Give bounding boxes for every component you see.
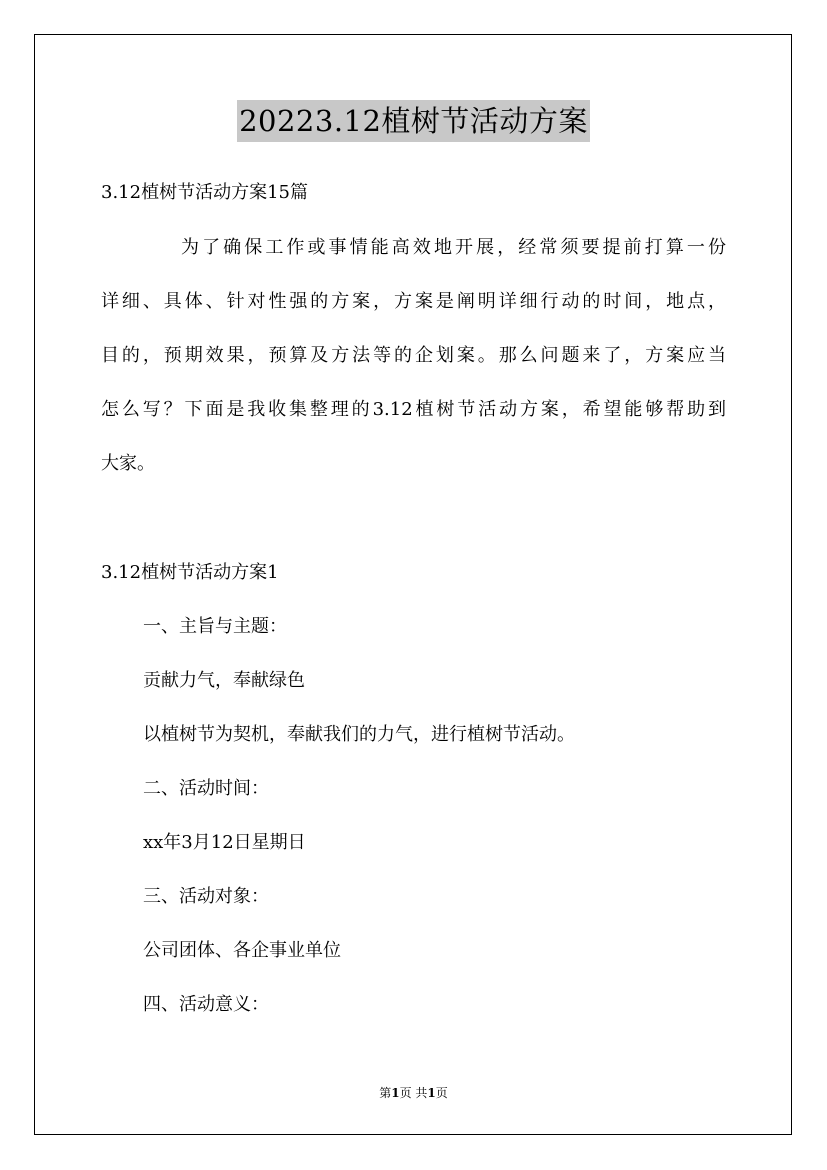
intro-line: 大家。 [101, 453, 155, 474]
page-footer [0, 1085, 827, 1101]
footer-page-prefix: 第 [379, 1086, 392, 1100]
footer-page-suffix: 页 [435, 1086, 448, 1100]
list-item: 以植树节为契机，奉献我们的力气，进行植树节活动。 [143, 724, 575, 745]
document-subtitle: 3.12植树节活动方案15篇 [101, 182, 308, 203]
document-title: 20223.12植树节活动方案 [237, 100, 590, 142]
intro-line: 怎么写？下面是我收集整理的3.12植树节活动方案，希望能够帮助到 [101, 399, 726, 420]
list-item: 二、活动时间： [143, 778, 269, 799]
list-item: 公司团体、各企事业单位 [143, 940, 341, 961]
list-item: xx年3月12日星期日 [143, 832, 306, 853]
list-item: 一、主旨与主题： [143, 616, 287, 637]
footer-page-total: 1 [427, 1086, 436, 1100]
footer-page-mid: 页 共 [399, 1086, 428, 1100]
list-item: 贡献力气，奉献绿色 [143, 670, 305, 691]
list-item: 三、活动对象： [143, 886, 269, 907]
title-container [0, 100, 827, 142]
list-item: 四、活动意义： [143, 994, 269, 1015]
footer-page-number: 1 [391, 1086, 400, 1100]
intro-line: 目的，预期效果，预算及方法等的企划案。那么问题来了，方案应当 [101, 345, 726, 366]
section-heading: 3.12植树节活动方案1 [101, 562, 279, 583]
intro-line: 为了确保工作或事情能高效地开展，经常须要提前打算一份 [181, 237, 726, 258]
intro-line: 详细、具体、针对性强的方案，方案是阐明详细行动的时间，地点， [101, 291, 726, 312]
